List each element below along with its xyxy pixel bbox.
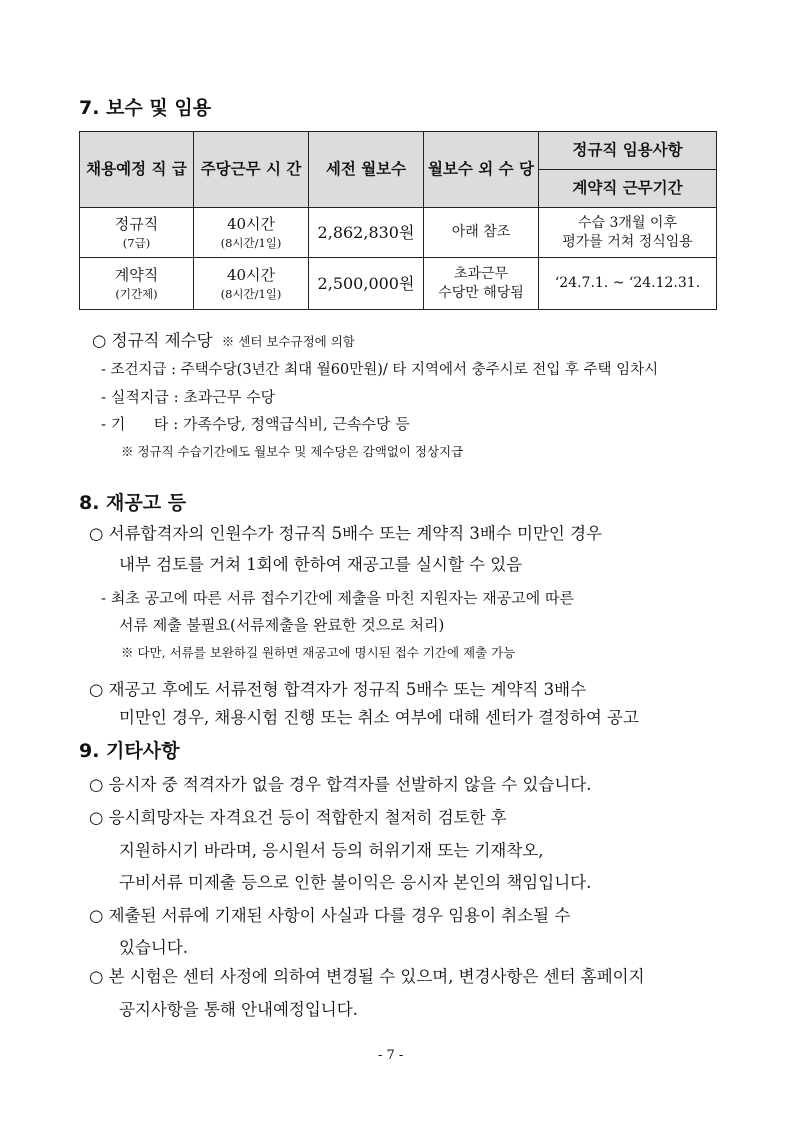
header-allowance: 월보수 외 수 당 (424, 132, 539, 208)
row-regular-note: 수습 3개월 이후 평가를 거쳐 정식임용 (539, 208, 717, 258)
row-regular-salary: 2,862,830원 (309, 208, 424, 258)
header-regular-appointment: 정규직 임용사항 (539, 132, 717, 170)
header-contract-period: 계약직 근무기간 (539, 170, 717, 208)
section-9-item-3-line2: 있습니다. (119, 938, 189, 957)
section-8-para2-line1: ○ 재공고 후에도 서류전형 합격자가 정규직 5배수 또는 계약직 3배수 (89, 680, 587, 699)
section-9-item-4-line1: ○ 본 시험은 센터 사정에 의하여 변경될 수 있으며, 변경사항은 센터 홈페이지 (89, 967, 645, 986)
row-contract-position: 계약직 (기간제) (80, 258, 194, 310)
row-contract-note: ‘24.7.1. ~ ‘24.12.31. (539, 258, 717, 310)
allowance-item-conditional: - 조건지급 : 주택수당(3년간 최대 월60만원)/ 타 지역에서 충주시로 전입 후 주택 임차시 (101, 362, 659, 378)
header-hours: 주당근무 시 간 (194, 132, 309, 208)
row-regular-position: 정규직 (7급) (80, 208, 194, 258)
row-regular-hours: 40시간 (8시간/1일) (194, 208, 309, 258)
section-8-sub1-line1: - 최초 공고에 따른 서류 접수기간에 제출을 마친 지원자는 재공고에 따른 (101, 589, 574, 607)
section-9-title: 9. 기타사항 (79, 740, 180, 762)
section-8-title: 8. 재공고 등 (79, 492, 187, 514)
section-9-item-3-line1: ○ 제출된 서류에 기재된 사항이 사실과 다를 경우 임용이 취소될 수 (89, 906, 571, 925)
row-regular-allowance: 아래 참조 (424, 208, 539, 258)
section-8-para2-line2: 미만인 경우, 채용시험 진행 또는 취소 여부에 대해 센터가 결정하여 공고 (119, 708, 639, 727)
section-8-sub1-note: ※ 다만, 서류를 보완하길 원하면 재공고에 명시된 접수 기간에 제출 가능 (121, 645, 516, 660)
page-number: - 7 - (378, 1048, 404, 1063)
section-8-sub1-line2: 서류 제출 불필요(서류제출을 완료한 것으로 처리) (119, 616, 445, 634)
row-contract-allowance: 초과근무 수당만 해당됨 (424, 258, 539, 310)
section-9-item-4-line2: 공지사항을 통해 안내예정입니다. (119, 1000, 358, 1019)
allowance-title-text: ○ 정규직 제수당 (92, 331, 213, 350)
salary-table (79, 131, 717, 310)
row-contract-hours: 40시간 (8시간/1일) (194, 258, 309, 310)
allowance-note: ※ 정규직 수습기간에도 월보수 및 제수당은 감액없이 정상지급 (121, 444, 464, 459)
section-9-item-2-line1: ○ 응시희망자는 자격요건 등이 적합한지 철저히 검토한 후 (89, 808, 507, 827)
section-9-item-2-line3: 구비서류 미제출 등으로 인한 불이익은 응시자 본인의 책임입니다. (119, 873, 592, 892)
allowance-item-other: - 기 타 : 가족수당, 정액급식비, 근속수당 등 (101, 415, 410, 433)
allowance-title-note: ※ 센터 보수규정에 의함 (221, 334, 355, 349)
section-8-para1-line1: ○ 서류합격자의 인원수가 정규직 5배수 또는 계약직 3배수 미만인 경우 (89, 524, 602, 543)
section-9-item-2-line2: 지원하시기 바라며, 응시원서 등의 허위기재 또는 기재착오, (119, 841, 544, 860)
section-9-item-1: ○ 응시자 중 적격자가 없을 경우 합격자를 선발하지 않을 수 있습니다. (89, 775, 592, 794)
section-8-para1-line2: 내부 검토를 거쳐 1회에 한하여 재공고를 실시할 수 있음 (119, 555, 523, 574)
allowance-title (92, 327, 355, 351)
header-salary: 세전 월보수 (309, 132, 424, 208)
section-7-title: 7. 보수 및 임용 (79, 97, 212, 119)
row-contract-salary: 2,500,000원 (309, 258, 424, 310)
allowance-item-performance: - 실적지급 : 초과근무 수당 (101, 388, 276, 406)
header-position: 채용예정 직 급 (80, 132, 194, 208)
